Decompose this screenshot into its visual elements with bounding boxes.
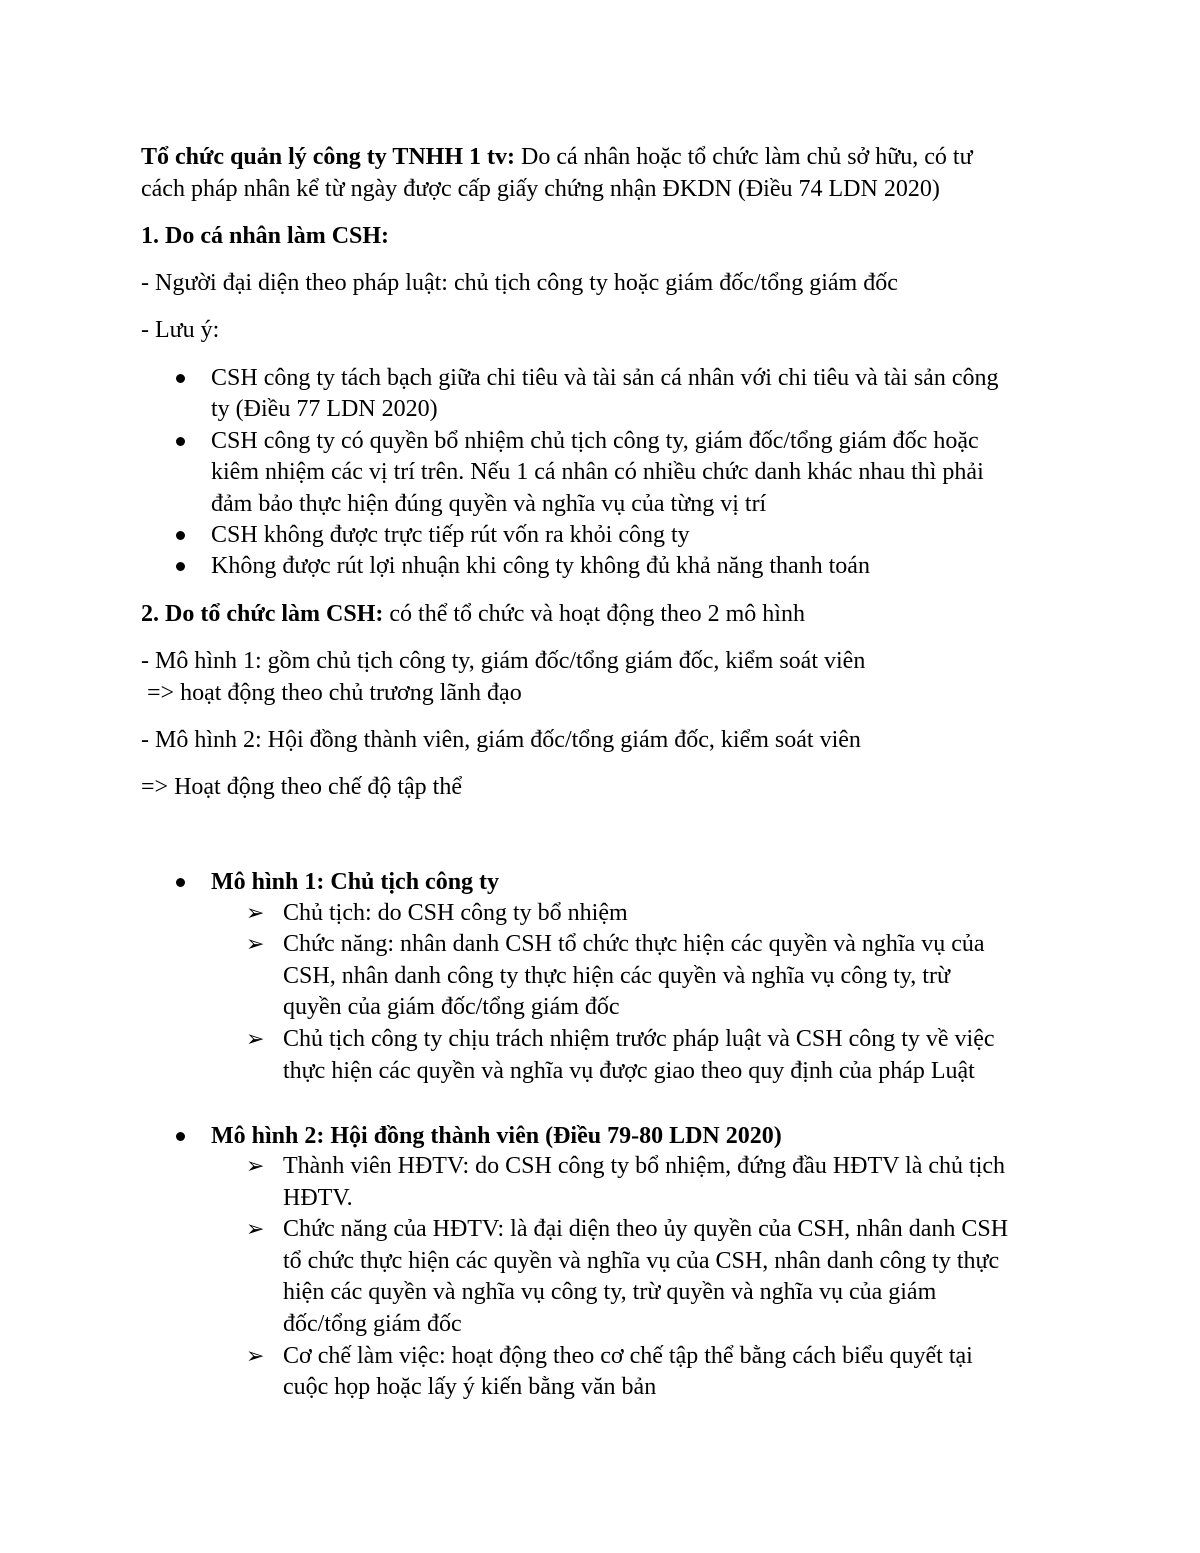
list-item-line: Cơ chế làm việc: hoạt động theo cơ chế tập thể bằng cách biểu quyết tại bbox=[283, 1343, 973, 1369]
bullet-icon bbox=[176, 374, 185, 383]
list-item-line: Chủ tịch: do CSH công ty bổ nhiệm bbox=[283, 900, 628, 926]
list-item-line: hiện các quyền và nghĩa vụ công ty, trừ quyền và nghĩa vụ của giám bbox=[283, 1279, 937, 1305]
list-item-line: CSH công ty có quyền bổ nhiệm chủ tịch công ty, giám đốc/tổng giám đốc hoặc bbox=[211, 428, 979, 454]
bullet-icon bbox=[176, 437, 185, 446]
list-item-line: CSH không được trực tiếp rút vốn ra khỏi công ty bbox=[211, 522, 690, 548]
section-2-heading: 2. Do tổ chức làm CSH: bbox=[141, 601, 384, 627]
list-item-line: tổ chức thực hiện các quyền và nghĩa vụ của CSH, nhân danh công ty thực bbox=[283, 1248, 1000, 1274]
model-2-title: Mô hình 2: Hội đồng thành viên (Điều 79-80 LDN 2020) bbox=[211, 1123, 782, 1149]
list-item-line: cuộc họp hoặc lấy ý kiến bằng văn bản bbox=[283, 1374, 657, 1400]
arrow-bullet-icon: ➢ bbox=[246, 901, 265, 926]
section-1-heading: 1. Do cá nhân làm CSH: bbox=[141, 223, 390, 249]
legal-representative: - Người đại diện theo pháp luật: chủ tịch công ty hoặc giám đốc/tổng giám đốc bbox=[141, 270, 898, 296]
arrow-bullet-icon: ➢ bbox=[246, 1217, 265, 1242]
bullet-icon bbox=[176, 878, 185, 887]
model-2-result: => Hoạt động theo chế độ tập thể bbox=[141, 774, 462, 800]
list-item-line: CSH công ty tách bạch giữa chi tiêu và tài sản cá nhân với chi tiêu và tài sản công bbox=[211, 365, 999, 391]
list-item-line: thực hiện các quyền và nghĩa vụ được giao theo quy định của pháp Luật bbox=[283, 1058, 975, 1084]
model-1-title: Mô hình 1: Chủ tịch công ty bbox=[211, 869, 500, 895]
section-2-heading-line bbox=[141, 598, 805, 630]
section-2-heading-text: có thể tổ chức và hoạt động theo 2 mô hình bbox=[383, 601, 805, 627]
list-item-line: kiêm nhiệm các vị trí trên. Nếu 1 cá nhân có nhiều chức danh khác nhau thì phải bbox=[211, 459, 984, 485]
list-item-line: CSH, nhân danh công ty thực hiện các quyền và nghĩa vụ công ty, trừ bbox=[283, 963, 950, 989]
model-1-summary: - Mô hình 1: gồm chủ tịch công ty, giám đốc/tổng giám đốc, kiểm soát viên bbox=[141, 648, 866, 674]
intro-line-1 bbox=[141, 141, 973, 173]
arrow-bullet-icon: ➢ bbox=[246, 932, 265, 957]
note-label: - Lưu ý: bbox=[141, 317, 220, 343]
intro-line-2: cách pháp nhân kể từ ngày được cấp giấy chứng nhận ĐKDN (Điều 74 LDN 2020) bbox=[141, 176, 940, 202]
list-item-line: HĐTV. bbox=[283, 1185, 353, 1211]
arrow-bullet-icon: ➢ bbox=[246, 1154, 265, 1179]
bullet-icon bbox=[176, 531, 185, 540]
list-item-line: ty (Điều 77 LDN 2020) bbox=[211, 396, 438, 422]
intro-text: Do cá nhân hoặc tổ chức làm chủ sở hữu, có tư bbox=[515, 144, 973, 170]
bullet-icon bbox=[176, 562, 185, 571]
list-item-line: Chủ tịch công ty chịu trách nhiệm trước pháp luật và CSH công ty về việc bbox=[283, 1026, 995, 1052]
bullet-icon bbox=[176, 1132, 185, 1141]
list-item-line: đảm bảo thực hiện đúng quyền và nghĩa vụ của từng vị trí bbox=[211, 491, 767, 517]
list-item-line: Thành viên HĐTV: do CSH công ty bổ nhiệm, đứng đầu HĐTV là chủ tịch bbox=[283, 1153, 1006, 1179]
list-item-line: Chức năng của HĐTV: là đại diện theo ủy quyền của CSH, nhân danh CSH bbox=[283, 1216, 1009, 1242]
list-item-line: quyền của giám đốc/tổng giám đốc bbox=[283, 994, 620, 1020]
list-item-line: Chức năng: nhân danh CSH tổ chức thực hiện các quyền và nghĩa vụ của bbox=[283, 931, 985, 957]
arrow-bullet-icon: ➢ bbox=[246, 1027, 265, 1052]
list-item-line: đốc/tổng giám đốc bbox=[283, 1311, 462, 1337]
model-1-result: => hoạt động theo chủ trương lãnh đạo bbox=[141, 680, 522, 706]
list-item-line: Không được rút lợi nhuận khi công ty không đủ khả năng thanh toán bbox=[211, 553, 870, 579]
arrow-bullet-icon: ➢ bbox=[246, 1344, 265, 1369]
intro-title: Tổ chức quản lý công ty TNHH 1 tv: bbox=[141, 144, 515, 170]
model-2-summary: - Mô hình 2: Hội đồng thành viên, giám đốc/tổng giám đốc, kiểm soát viên bbox=[141, 727, 861, 753]
